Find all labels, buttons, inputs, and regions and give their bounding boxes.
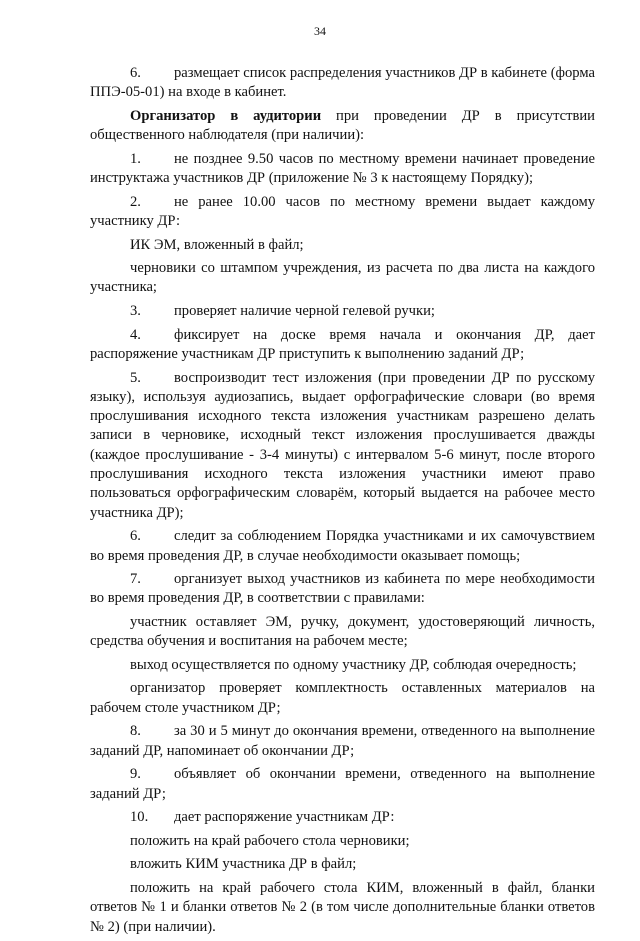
page-number: 34 bbox=[314, 24, 326, 38]
paragraph-text: за 30 и 5 минут до окончания времени, отведенного на выполнение заданий ДР, напоминает об окончании ДР; bbox=[90, 723, 595, 759]
role-heading: Организатор в аудитории bbox=[130, 107, 322, 124]
item-number: 3. bbox=[130, 303, 141, 320]
paragraph-text: при проведении ДР в присутствии общественного наблюдателя (при наличии): bbox=[90, 107, 595, 144]
item-number: 8. bbox=[130, 723, 141, 740]
paragraph bbox=[90, 302, 595, 321]
paragraph-text: воспроизводит тест изложения (при проведении ДР по русскому языку), используя аудиозапись, выдает орфографические словари (во время прослушивания исходного текста изложения участникам разрешено делать записи в черновике, исходный текст изложения прослушивается дважды (каждое прослушивание - 3-4 минуты) с интервалом 5-6 минут, после второго прослушивания исходного текста изложения участники имеют право пользоваться орфографическим словарём, который выдается на рабочее место участника ДР); bbox=[90, 369, 595, 521]
paragraph bbox=[90, 107, 595, 146]
paragraph bbox=[90, 679, 595, 718]
paragraph-text: организует выход участников из кабинета по мере необходимости во время проведения ДР, в соответствии с правилами: bbox=[90, 571, 595, 607]
paragraph-text: вложить КИМ участника ДР в файл; bbox=[130, 856, 357, 873]
item-number: 7. bbox=[130, 571, 141, 588]
paragraph-text: выход осуществляется по одному участнику ДР, соблюдая очередность; bbox=[130, 656, 577, 673]
item-number: 4. bbox=[130, 326, 141, 343]
paragraph bbox=[90, 236, 595, 255]
paragraph-text: участник оставляет ЭМ, ручку, документ, удостоверяющий личность, средства обучения и воспитания на рабочем месте; bbox=[90, 613, 595, 650]
paragraph bbox=[90, 64, 595, 103]
paragraph-text: не ранее 10.00 часов по местному времени выдает каждому участнику ДР: bbox=[90, 193, 595, 229]
paragraph bbox=[90, 613, 595, 652]
paragraph bbox=[90, 855, 595, 874]
paragraph bbox=[90, 832, 595, 851]
paragraph-text: не позднее 9.50 часов по местному времени начинает проведение инструктажа участников ДР (приложение № 3 к настоящему Порядку); bbox=[90, 150, 595, 187]
paragraph-text: фиксирует на доске время начала и окончания ДР, дает распоряжение участникам ДР приступить к выполнению заданий ДР; bbox=[90, 326, 595, 362]
paragraph-text: положить на край рабочего стола черновики; bbox=[130, 832, 410, 849]
paragraph-text: объявляет об окончании времени, отведенного на выполнение заданий ДР; bbox=[90, 766, 595, 802]
paragraph-text: следит за соблюдением Порядка участниками и их самочувствием во время проведения ДР, в случае необходимости оказывает помощь; bbox=[90, 528, 595, 564]
item-number: 10. bbox=[130, 809, 149, 826]
paragraph-text: положить на край рабочего стола КИМ, вложенный в файл, бланки ответов № 1 и бланки ответов № 2 (в том числе дополнительные бланки ответов № 2) (при наличии). bbox=[90, 879, 595, 935]
paragraph bbox=[90, 326, 595, 365]
item-number: 5. bbox=[130, 369, 141, 386]
paragraph bbox=[90, 656, 595, 675]
paragraph bbox=[90, 879, 595, 937]
document-body bbox=[90, 64, 595, 941]
paragraph bbox=[90, 570, 595, 609]
item-number: 9. bbox=[130, 766, 141, 783]
paragraph bbox=[90, 722, 595, 761]
item-number: 2. bbox=[130, 193, 141, 210]
paragraph-text: организатор проверяет комплектность оставленных материалов на рабочем столе участником ДР; bbox=[90, 680, 595, 716]
paragraph-text: размещает список распределения участников ДР в кабинете (форма ППЭ-05-01) на входе в кабинет. bbox=[90, 65, 595, 101]
paragraph bbox=[90, 527, 595, 566]
paragraph bbox=[90, 808, 595, 827]
paragraph bbox=[90, 193, 595, 232]
paragraph bbox=[90, 150, 595, 189]
paragraph bbox=[90, 259, 595, 298]
paragraph-text: ИК ЭМ, вложенный в файл; bbox=[130, 236, 304, 253]
paragraph bbox=[90, 369, 595, 523]
paragraph-text: проверяет наличие черной гелевой ручки; bbox=[174, 303, 435, 320]
paragraph-text: черновики со штампом учреждения, из расчета по два листа на каждого участника; bbox=[90, 260, 595, 296]
paragraph bbox=[90, 765, 595, 804]
item-number: 1. bbox=[130, 150, 141, 167]
item-number: 6. bbox=[130, 528, 141, 545]
paragraph-text: дает распоряжение участникам ДР: bbox=[174, 809, 395, 826]
item-number: 6. bbox=[130, 65, 141, 81]
